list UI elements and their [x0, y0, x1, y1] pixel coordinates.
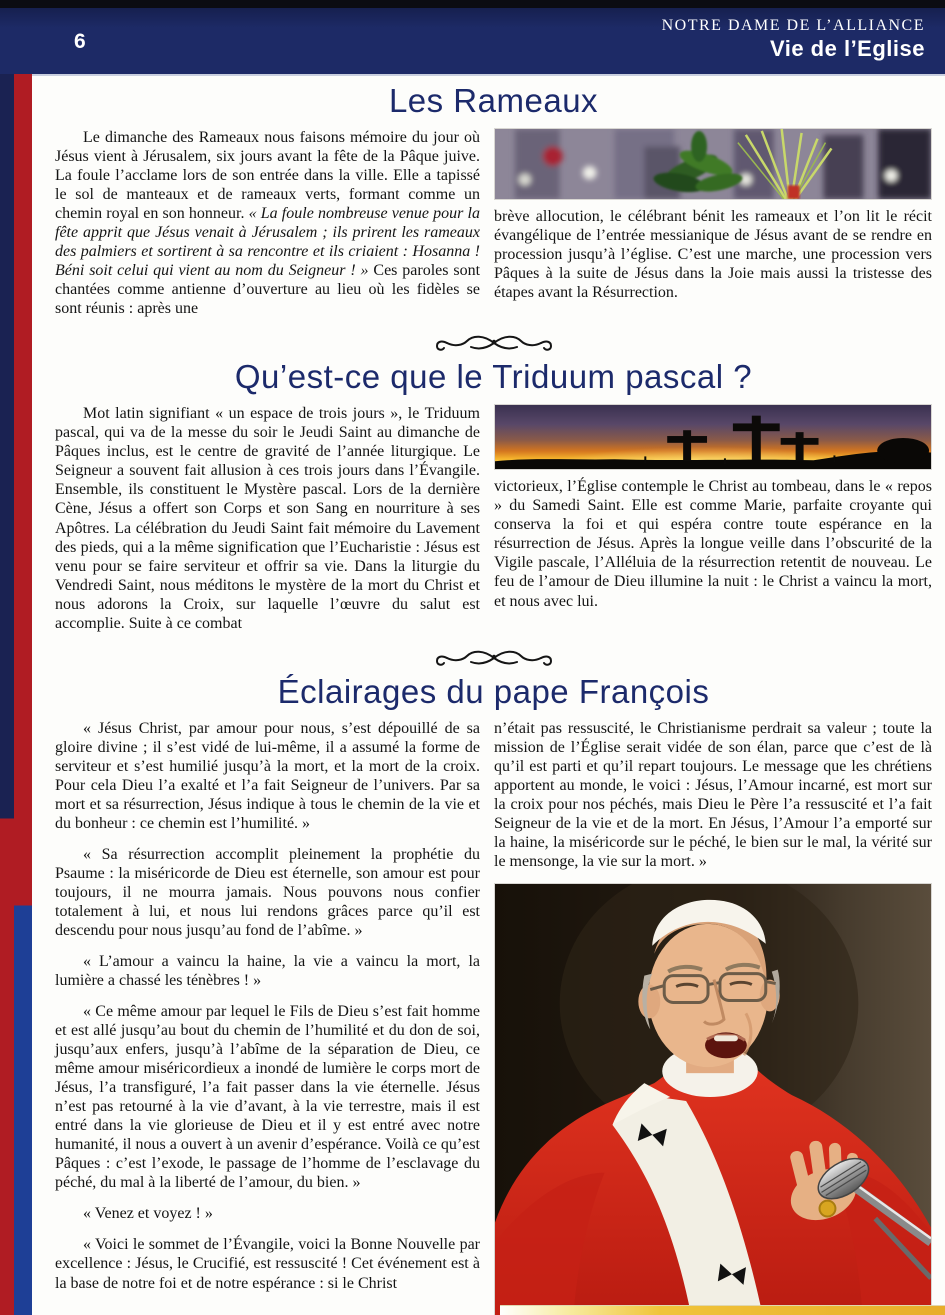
pope-quote-paragraph: « Sa résurrection accomplit pleinement la prophétie du Psaume : la miséricorde de Dieu est éternelle, son amour est pour toujours, il ne mourra jamais. Nous pouvons nous confier totalement à lui, et nous lui rendons grâces parce qu’il est descendu pour nous jusqu’au fond de l’abîme. »	[55, 845, 480, 939]
rameaux-right-column	[494, 128, 932, 330]
section-triduum-pascal	[55, 358, 932, 644]
next-page-edge-strip	[500, 1305, 945, 1315]
header-right	[662, 17, 925, 62]
three-crosses-sunset-photo	[494, 404, 932, 470]
paragraph	[55, 128, 480, 318]
paragraph-tail: Ces paroles sont chantées comme antienne d’ouverture au lieu où les fidèles se sont réunis : après une	[55, 262, 481, 318]
pope-quote-paragraph: « L’amour a vaincu la haine, la vie a vaincu la mort, la lumière a chassé les ténèbres ! »	[55, 953, 480, 990]
eclairages-right-column	[494, 719, 932, 1315]
scan-edge-strip	[0, 0, 945, 8]
pope-quote-paragraph: « Voici le sommet de l’Évangile, voici la Bonne Nouvelle par excellence : Jésus, le Crucifié, est ressuscité ! Cet événement est à la base de notre foi et de notre espérance : si le Christ	[55, 1236, 480, 1292]
section-divider	[55, 647, 932, 669]
rubric-title: Vie de l’Eglise	[769, 36, 925, 61]
palm-branches-in-church-photo	[494, 128, 932, 200]
section-title: Éclairages du pape François	[277, 672, 710, 710]
header-band	[0, 8, 945, 76]
pope-quote-paragraph: « Venez et voyez ! »	[83, 1205, 213, 1223]
flourish-divider-icon	[429, 332, 559, 354]
triduum-right-column	[494, 404, 932, 644]
pope-francis-photo	[494, 883, 932, 1315]
binding-edge-inner-stripe	[14, 74, 32, 1315]
paragraph: n’était pas ressuscité, le Christianisme perdrait sa valeur ; toute la mission de l’Église serait vidée de son élan, parce que c’est de là qu’il est parti et qu’il repart toujours. Le message que les chrétiens apportent au monde, le voici : Jésus, l’Amour incarné, est mort sur la croix pour nos péchés, mais Dieu le Père l’a ressuscité et l’a fait Seigneur de la vie et de la mort. En Jésus, l’Amour l’a emporté sur la haine, la miséricorde sur le péché, le bien sur le mal, la vérité sur le mensonge, la vie sur la mort. »	[494, 719, 932, 870]
scripture-quote: « La foule nombreuse venue pour la fête apprit que Jésus venait à Jérusalem ; ils prirent les rameaux des palmiers et sortirent à sa rencontre et ils criaient : Hosanna ! Béni soit celui qui vient au nom du Seigneur ! »	[55, 205, 481, 280]
rameaux-left-column	[55, 128, 480, 330]
triduum-left-column	[55, 404, 480, 644]
paragraph: Mot latin signifiant « un espace de trois jours », le Triduum pascal, qui va de la messe du soir le Jeudi Saint au dimanche de Pâques inclus, est le centre de gravité de l’année liturgique. Le Seigneur a souvent fait allusion à ces trois jours dans l’Évangile. Ensemble, ils constituent le Mystère pascal. Lors de la dernière Cène, Jésus a offert son Corps et son Sang en nourriture à ses Apôtres. La célébration du Jeudi Saint fait mémoire du Lavement des pieds, qui a la même signification que l’Eucharistie : Jésus est venu pour se faire serviteur et offrir sa vie. Dans la liturgie du Vendredi Saint, nous méditons le mystère de la mort du Christ et nous adorons la Croix, sur laquelle l’œuvre du salut est accomplie. Suite à ce combat	[55, 405, 480, 632]
edition-title: NOTRE DAME DE L’ALLIANCE	[661, 17, 925, 34]
flourish-divider-icon	[429, 647, 559, 669]
section-eclairages-pape	[55, 673, 932, 1315]
section-divider	[55, 332, 932, 354]
pope-quote-paragraph: « Jésus Christ, par amour pour nous, s’est dépouillé de sa gloire divine ; il s’est vidé de lui-même, il a assumé la forme de serviteur et s’est humilié jusqu’à la mort, et la mort de la croix. Pour cela Dieu l’a exalté et l’a fait Seigneur de l’univers. Par sa mort et sa résurrection, Jésus indique à tous le chemin de la vie et du bonheur : ce chemin est l’humilité. »	[55, 719, 480, 832]
page-number: 6	[74, 30, 86, 53]
paragraph: victorieux, l’Église contemple le Christ au tombeau, dans le « repos » du Samedi Saint. Elle est comme Marie, parfaite croyante qui conserva la foi et qui espéra contre toute espérance en la résurrection de Jésus. Après la longue veille dans l’obscurité de la Vigile pascale, l’Alléluia de la résurrection retentit de nouveau. Le feu de l’amour de Dieu illumine la nuit : le Christ a vaincu la mort, et nous avec lui.	[494, 478, 932, 610]
eclairages-left-column	[55, 719, 480, 1315]
section-les-rameaux	[55, 82, 932, 330]
binding-edge-outer-stripe	[0, 74, 14, 1315]
section-title: Les Rameaux	[388, 82, 599, 119]
paragraph-lead: Le dimanche des Rameaux nous faisons mémoire du jour où Jésus vient à Jérusalem, six jours avant la fête de la Pâque juive. La foule l’acclame lors de son entrée dans la ville. Elle a tapissé le sol de manteaux et de rameaux verts, formant comme un chemin royal en son honneur.	[55, 129, 480, 223]
paragraph: brève allocution, le célébrant bénit les rameaux et l’on lit le récit évangélique de l’entrée messianique de Jésus avant de se rendre en procession jusqu’à l’église. C’est une marche, une procession vers Pâques à la suite de Jésus dans la Joie mais aussi la tristesse des étapes avant la Résurrection.	[494, 208, 932, 302]
section-title: Qu’est-ce que le Triduum pascal ?	[234, 358, 753, 396]
page-content	[55, 80, 932, 1315]
pope-quote-paragraph: « Ce même amour par lequel le Fils de Dieu s’est fait homme et est allé jusqu’au bout du chemin de l’humilité et du don de soi, jusqu’aux enfers, jusqu’à l’abîme de la séparation de Dieu, ce même amour miséricordieux a inondé de lumière le corps mort de Jésus, l’a transfiguré, l’a fait passer dans la vie éternelle. Jésus n’est pas retourné à la vie d’avant, à la vie terrestre, mais il est entré dans la vie glorieuse de Dieu et il y est entré avec notre humanité, il nous a ouvert à un avenir d’espérance. Voilà ce qu’est Pâques : c’est l’exode, le passage de l’homme de l’esclavage du péché, du mal à la liberté de l’amour, du bien. »	[55, 1003, 480, 1192]
